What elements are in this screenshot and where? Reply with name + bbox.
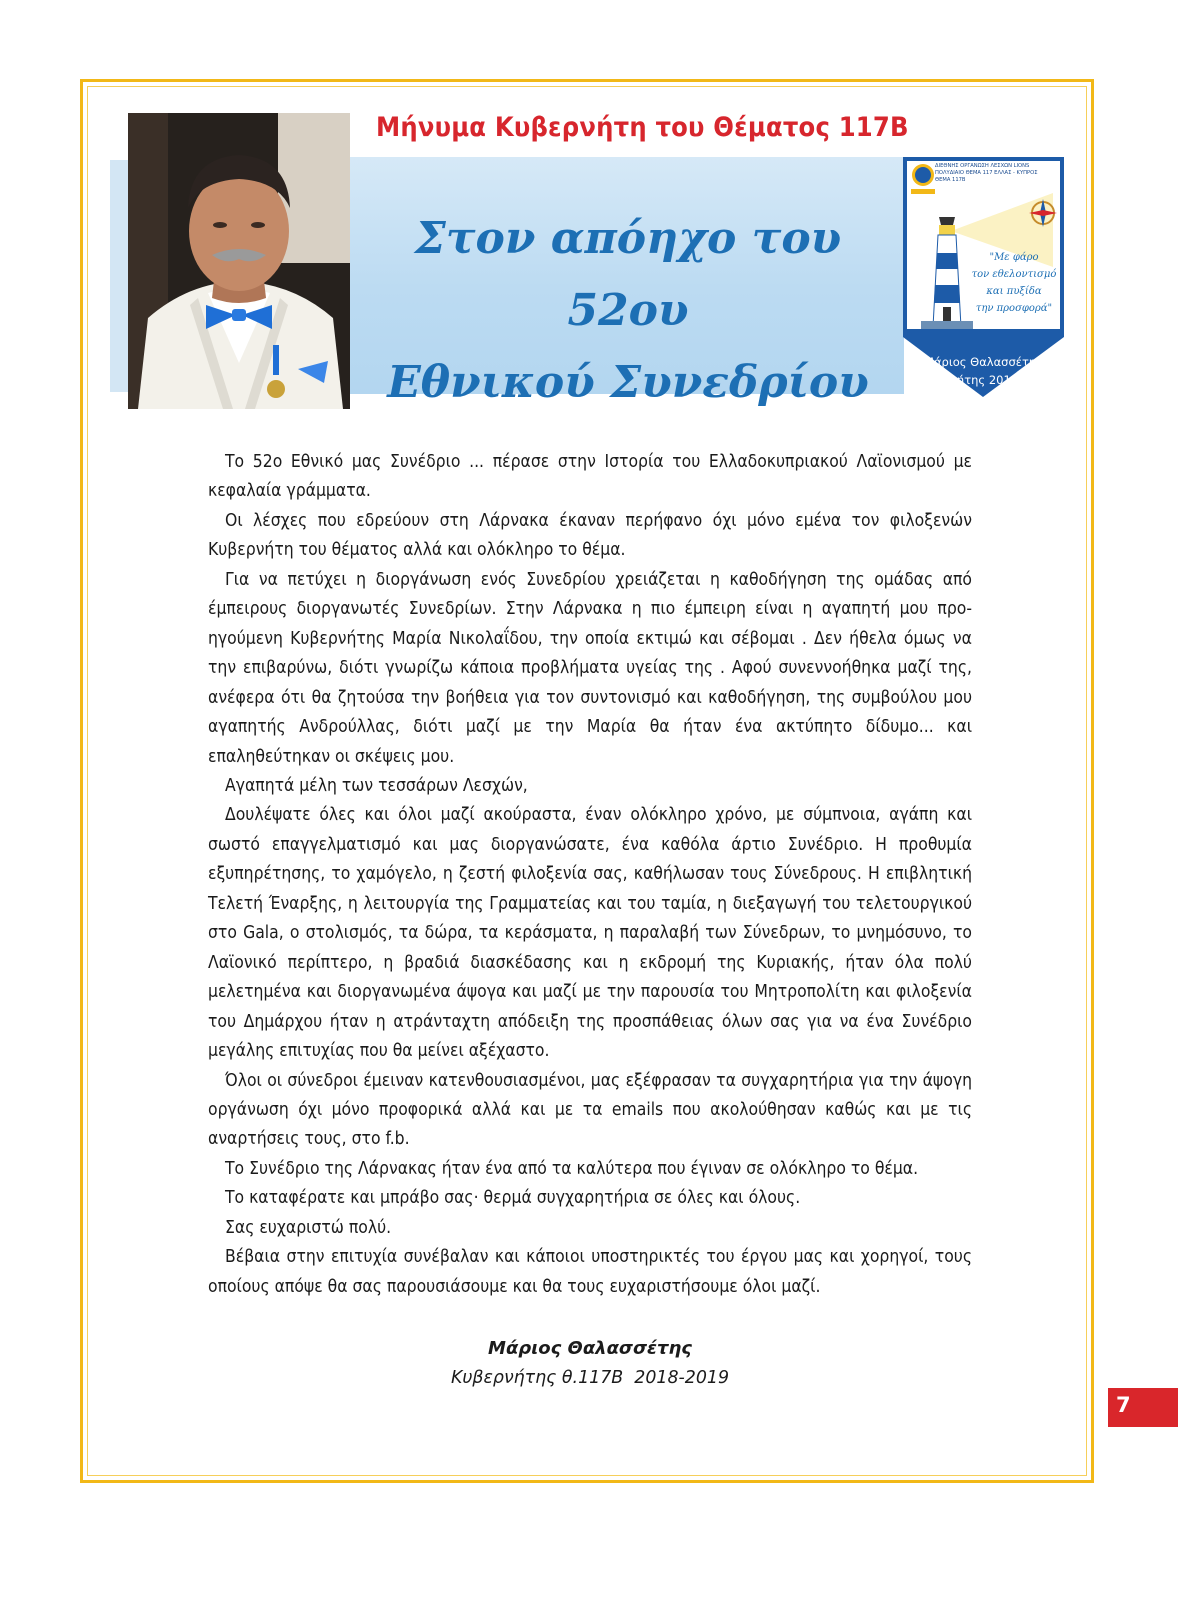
paragraph-4: Αγαπητά μέλη των τεσσάρων Λεσχών, bbox=[225, 775, 528, 796]
paragraph-7: Το Συνέδριο της Λάρνακας ήταν ένα από τα καλύτερα που έγιναν σε ολόκληρο το θέμα. bbox=[225, 1158, 919, 1179]
section-kicker: Μήνυμα Κυβερνήτη του Θέματος 117Β bbox=[376, 112, 909, 143]
paragraph-2: Οι λέσχες που εδρεύουν στη Λάρνακα έκαναν περήφανο όχι μόνο εμένα τον φιλοξενών Κυβερνήτη του θέματος αλλά και ολόκληρο το θέμα. bbox=[208, 510, 972, 561]
badge-governor-name: Μάριος Θαλασσέτης bbox=[924, 355, 1043, 369]
page-number: 7 bbox=[1116, 1393, 1131, 1417]
paragraph-8: Το καταφέρατε και μπράβο σας· θερμά συγχαρητήρια σε όλες και όλους. bbox=[225, 1188, 801, 1209]
badge-governor-role: Κυβερνήτης 2018-2019 bbox=[915, 373, 1052, 387]
paragraph-5: Δουλέψατε όλες και όλοι μαζί ακούραστα, έναν ολόκληρο χρόνο, με σύμπνοια, αγάπη και σωστό επαγγελματισμό και μας διοργανώσατε, ένα καθόλα άρτιο Συνέδριο. Η προθυμία εξυπηρέτησης, το χαμόγελο, η ζεστή φιλοξενία σας, καθήλωσαν τους Σύνεδρους. Η επιβλητική Τελετή Έναρξης, η λειτουργία της Γραμματείας και του ταμία, η διεξαγωγή του τελετουργικού στο Gala, ο στολισμός, τα δώρα, τα κεράσματα, η παραλαβή των Σύνεδρων, το μνημόσυνο, το Λαϊονικό περίπτερο, η βραδιά διασκέδασης και η εκδρομή της Κυριακής, ήταν όλα πολύ μελετημένα και διοργανωμένα άψογα και μαζί με την παρουσία του Μητροπολίτη και φιλοξενία του Δημάρχου ήταν η ατράνταχτη απόδειξη της προσπάθειας όλων σας για να ένα Συνέδριο μεγάλης επιτυχίας που θα μείνει αξέχαστο. bbox=[208, 805, 972, 1062]
signature-role: Κυβερνήτης θ.117Β 2018-2019 bbox=[450, 1368, 730, 1388]
paragraph-9: Σας ευχαριστώ πολύ. bbox=[225, 1217, 392, 1238]
paragraph-6: Όλοι οι σύνεδροι έμειναν κατενθουσιασμένοι, μας εξέφρασαν τα συγχαρητήρια για την άψογη οργάνωση όχι μόνο προφορικά αλλά και με τα emails που ακολούθησαν καθώς και με τις αναρτήσεις τους, στο f.b. bbox=[208, 1070, 972, 1150]
badge-motto bbox=[967, 249, 1061, 317]
title-line-2: Εθνικού Συνεδρίου bbox=[387, 357, 869, 408]
portrait-illustration bbox=[128, 113, 350, 409]
message-body bbox=[208, 448, 972, 1302]
paragraph-1: Το 52ο Εθνικό μας Συνέδριο ... πέρασε στην Ιστορία του Ελλαδοκυπριακού Λαϊονισμού με κεφαλαία γράμματα. bbox=[208, 452, 972, 502]
badge-org-line-2: ΠΟΛΥΔΙΑΙΟ ΘΕΜΑ 117 ΕΛΛΑΣ - ΚΥΠΡΟΣ bbox=[935, 170, 1038, 176]
badge-motto-line-3: και πυξίδα bbox=[986, 286, 1042, 297]
badge-motto-line-2: τον εθελοντισμό bbox=[971, 269, 1057, 280]
badge-org-line-3: ΘΕΜΑ 117Β bbox=[935, 177, 966, 183]
badge-org-text bbox=[935, 163, 1060, 184]
badge-motto-line-1: "Με φάρο bbox=[989, 252, 1039, 263]
governor-portrait-photo bbox=[128, 113, 350, 409]
title-line-1: Στον απόηχο του 52ου bbox=[414, 213, 842, 336]
page-title bbox=[352, 203, 904, 419]
governor-badge bbox=[903, 157, 1064, 397]
paragraph-3: Για να πετύχει η διοργάνωση ενός Συνεδρίου χρειάζεται η καθοδήγηση της ομάδας από έμπειρους διοργανωτές Συνεδρίων. Στην Λάρνακα η πιο έμπειρη είναι η αγαπητή μου προηγούμενη Κυβερνήτης Μαρία Νικολαΐδου, την οποία εκτιμώ και σέβομαι . Δεν ήθελα όμως να την επιβαρύνω, διότι γνωρίζω κάποια προβλήματα υγείας της . Αφού συνεννοήθηκα μαζί της, ανέφερα ότι θα ζητούσα την βοήθεια για τον συντονισμό και καθοδήγηση, της συμβούλου μου αγαπητής Ανδρούλλας, διότι μαζί με την Μαρία θα ήταν ένα ακτύπητο δίδυμο... και επαληθεύτηκαν οι σκέψεις μου. bbox=[208, 569, 972, 767]
paragraph-10: Βέβαια στην επιτυχία συνέβαλαν και κάποιοι υποστηρικτές του έργου μας και χορηγοί, τους οποίους απόψε θα σας παρουσιάσουμε και θα τους ευχαριστήσουμε όλοι μαζί. bbox=[208, 1247, 972, 1297]
badge-org-line-1: ΔΙΕΘΝΗΣ ΟΡΓΑΝΩΣΗ ΛΕΣΧΩΝ LIONS bbox=[935, 163, 1030, 169]
badge-motto-line-4: την προσφορά" bbox=[975, 303, 1053, 314]
signature-name: Μάριος Θαλασσέτης bbox=[488, 1338, 692, 1359]
